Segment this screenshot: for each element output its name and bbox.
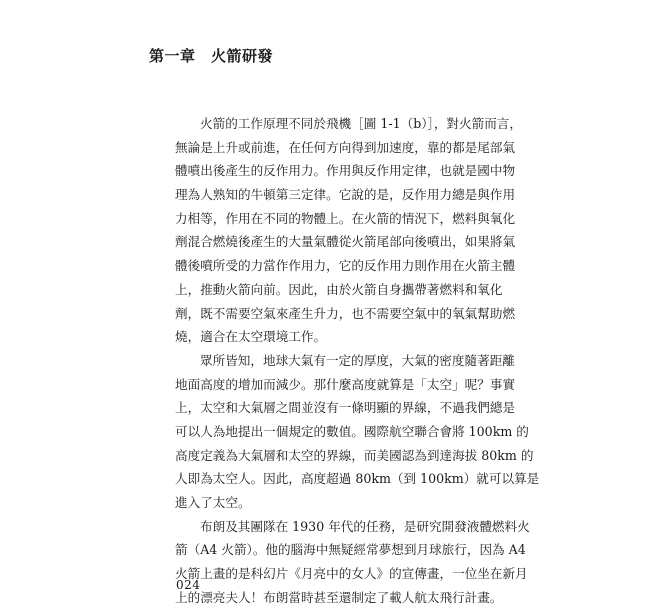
text-line: 火箭的工作原理不同於飛機［圖 1-1（b）］，對火箭而言， bbox=[200, 116, 522, 131]
body-text bbox=[175, 112, 540, 609]
paragraph-3 bbox=[175, 515, 530, 609]
text-line: 理為人熟知的牛頓第三定律。它說的是，反作用力總是與作用 bbox=[175, 187, 516, 203]
text-line: 體後噴所受的力當作作用力，它的反作用力則作用在火箭主體 bbox=[175, 258, 516, 274]
text-line: 火箭上畫的是科幻片《月亮中的女人》的宣傳畫，一位坐在新月 bbox=[175, 566, 528, 582]
text-line: 力相等，作用在不同的物體上。在火箭的情況下，燃料與氧化 bbox=[175, 210, 516, 226]
text-line: 進入了太空。 bbox=[175, 495, 251, 510]
text-line: 劑，既不需要空氣來產生升力，也不需要空氣中的氧氣幫助燃 bbox=[175, 305, 516, 321]
text-line: 布朗及其團隊在 1930 年代的任務，是研究開發液體燃料火 bbox=[200, 518, 530, 534]
text-line: 地面高度的增加而減少。那什麼高度就算是「太空」呢？事實 bbox=[175, 376, 516, 392]
text-line: 眾所皆知，地球大氣有一定的厚度，大氣的密度隨著距離 bbox=[200, 352, 515, 368]
text-line: 高度定義為大氣層和太空的界線，而美國認為到達海拔 80km 的 bbox=[175, 447, 534, 463]
paragraph-1 bbox=[175, 112, 522, 349]
text-line: 上，太空和大氣層之間並沒有一條明顯的界線，不過我們總是 bbox=[175, 400, 516, 416]
chapter-title: 第一章 火箭研發 bbox=[149, 47, 274, 65]
text-line: 可以人為地提出一個規定的數值。國際航空聯合會將 100km 的 bbox=[175, 423, 529, 439]
text-line: 箭（A4 火箭）。他的腦海中無疑經常夢想到月球旅行，因為 A4 bbox=[175, 542, 526, 558]
page-number: 024 bbox=[176, 578, 201, 592]
paragraph-2 bbox=[175, 349, 540, 515]
text-line: 上，推動火箭向前。因此，由於火箭自身攜帶著燃料和氧化 bbox=[175, 281, 503, 297]
text-line: 上的漂亮夫人！布朗當時甚至還制定了載人航太飛行計畫。 bbox=[175, 589, 503, 605]
text-line: 人即為太空人。因此，高度超過 80km（到 100km）就可以算是 bbox=[175, 471, 540, 487]
text-line: 無論是上升或前進，在任何方向得到加速度，靠的都是尾部氣 bbox=[175, 139, 516, 155]
text-line: 體噴出後產生的反作用力。作用與反作用定律，也就是國中物 bbox=[175, 163, 516, 179]
text-line: 劑混合燃燒後產生的大量氣體從火箭尾部向後噴出，如果將氣 bbox=[175, 234, 516, 250]
text-line: 燒，適合在太空環境工作。 bbox=[175, 329, 327, 345]
